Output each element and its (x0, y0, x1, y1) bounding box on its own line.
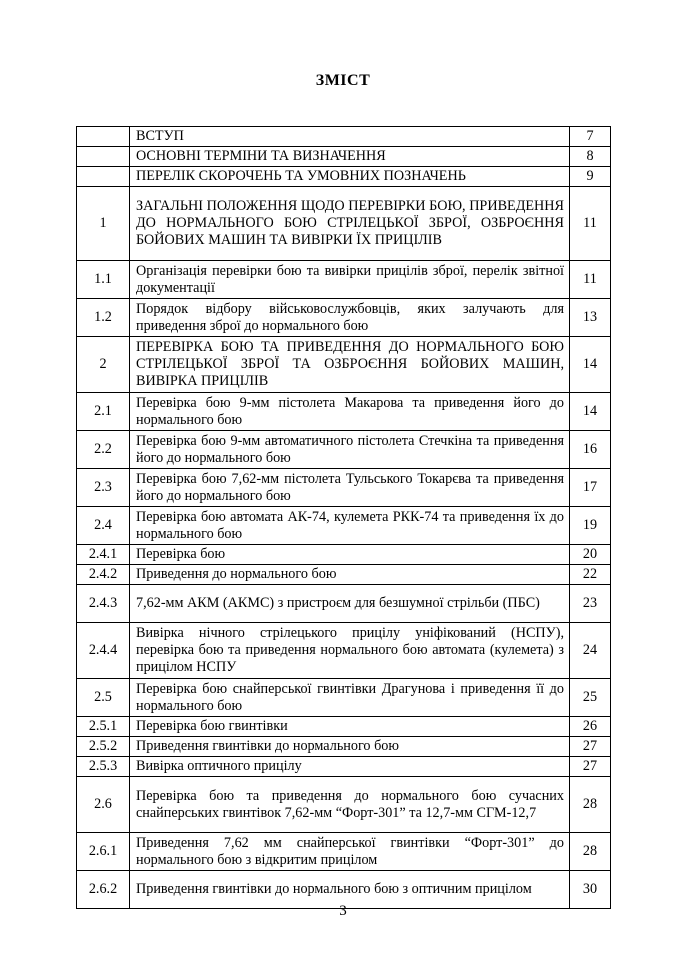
table-row (77, 261, 611, 299)
section-number: 2.4.2 (77, 565, 130, 585)
table-row (77, 737, 611, 757)
page-ref: 11 (570, 261, 611, 299)
section-number: 1.1 (77, 261, 130, 299)
table-row (77, 585, 611, 623)
table-row (77, 147, 611, 167)
section-title: Перевірка бою автомата АК-74, кулемета РКК-74 та приведення їх до нормального бою (130, 507, 570, 545)
page-ref: 11 (570, 187, 611, 261)
section-title: Приведення до нормального бою (130, 565, 570, 585)
section-number: 2.4.4 (77, 623, 130, 679)
page-ref: 14 (570, 337, 611, 393)
table-row (77, 565, 611, 585)
section-title: Перевірка бою 9-мм пістолета Макарова та приведення його до нормального бою (130, 393, 570, 431)
table-row (77, 679, 611, 717)
page-ref: 7 (570, 127, 611, 147)
page-ref: 28 (570, 777, 611, 833)
section-title: Порядок відбору військовослужбовців, яких залучають для приведення зброї до нормального бою (130, 299, 570, 337)
page-ref: 27 (570, 757, 611, 777)
section-number: 2.6 (77, 777, 130, 833)
page-ref: 14 (570, 393, 611, 431)
page-ref: 24 (570, 623, 611, 679)
section-title: ВСТУП (130, 127, 570, 147)
section-number (77, 167, 130, 187)
section-title: 7,62-мм АКМ (АКМС) з пристроєм для безшумної стрільби (ПБС) (130, 585, 570, 623)
page-ref: 20 (570, 545, 611, 565)
section-number (77, 127, 130, 147)
section-title: Приведення 7,62 мм снайперської гвинтівки “Форт-301” до нормального бою з відкритим прицілом (130, 833, 570, 871)
section-title: ПЕРЕВІРКА БОЮ ТА ПРИВЕДЕННЯ ДО НОРМАЛЬНОГО БОЮ СТРІЛЕЦЬКОЇ ЗБРОЇ ТА ОЗБРОЄННЯ БОЙОВИХ МАШИН, ВИВІРКА ПРИЦІЛІВ (130, 337, 570, 393)
table-row (77, 187, 611, 261)
section-title: Перевірка бою снайперської гвинтівки Драгунова і приведення її до нормального бою (130, 679, 570, 717)
table-row (77, 167, 611, 187)
section-number (77, 147, 130, 167)
section-number: 2.5.2 (77, 737, 130, 757)
section-title: Перевірка бою 7,62-мм пістолета Тульського Токарєва та приведення його до нормального бою (130, 469, 570, 507)
table-of-contents (76, 126, 611, 909)
page-ref: 27 (570, 737, 611, 757)
table-row (77, 507, 611, 545)
section-title: ЗАГАЛЬНІ ПОЛОЖЕННЯ ЩОДО ПЕРЕВІРКИ БОЮ, ПРИВЕДЕННЯ ДО НОРМАЛЬНОГО БОЮ СТРІЛЕЦЬКОЇ ЗБРОЇ, ОЗБРОЄННЯ БОЙОВИХ МАШИН ТА ВИВІРКИ ЇХ ПРИЦІЛІВ (130, 187, 570, 261)
section-title: Приведення гвинтівки до нормального бою (130, 737, 570, 757)
table-row (77, 623, 611, 679)
page-ref: 26 (570, 717, 611, 737)
section-number: 2.1 (77, 393, 130, 431)
table-row (77, 717, 611, 737)
section-title: Перевірка бою та приведення до нормального бою сучасних снайперських гвинтівок 7,62-мм “Форт-301” та 12,7-мм СГМ-12,7 (130, 777, 570, 833)
table-row (77, 545, 611, 565)
section-title: Перевірка бою гвинтівки (130, 717, 570, 737)
section-number: 2.4.1 (77, 545, 130, 565)
table-row (77, 757, 611, 777)
table-row (77, 337, 611, 393)
section-title: Організація перевірки бою та вивірки прицілів зброї, перелік звітної документації (130, 261, 570, 299)
table-row (77, 431, 611, 469)
page-ref: 30 (570, 871, 611, 909)
section-number: 2.5.1 (77, 717, 130, 737)
section-number: 2.3 (77, 469, 130, 507)
page-ref: 9 (570, 167, 611, 187)
section-number: 2.2 (77, 431, 130, 469)
table-row (77, 299, 611, 337)
table-row (77, 777, 611, 833)
page-ref: 28 (570, 833, 611, 871)
page-ref: 22 (570, 565, 611, 585)
section-number: 2.4 (77, 507, 130, 545)
page-number: 3 (339, 903, 347, 919)
page-ref: 16 (570, 431, 611, 469)
page-ref: 17 (570, 469, 611, 507)
section-title: Приведення гвинтівки до нормального бою з оптичним прицілом (130, 871, 570, 909)
section-number: 2 (77, 337, 130, 393)
section-title: Перевірка бою (130, 545, 570, 565)
page-ref: 13 (570, 299, 611, 337)
page-ref: 19 (570, 507, 611, 545)
section-number: 2.5 (77, 679, 130, 717)
section-number: 2.6.1 (77, 833, 130, 871)
section-number: 1 (77, 187, 130, 261)
section-title: ПЕРЕЛІК СКОРОЧЕНЬ ТА УМОВНИХ ПОЗНАЧЕНЬ (130, 167, 570, 187)
table-row (77, 469, 611, 507)
page-ref: 23 (570, 585, 611, 623)
page-ref: 8 (570, 147, 611, 167)
section-title: Вивірка оптичного прицілу (130, 757, 570, 777)
section-title: Вивірка нічного стрілецького прицілу уніфікований (НСПУ), перевірка бою та приведення нормального бою автомата (кулемета) з прицілом НСПУ (130, 623, 570, 679)
section-number: 2.6.2 (77, 871, 130, 909)
toc-title: ЗМІСТ (315, 72, 371, 89)
table-row (77, 127, 611, 147)
section-number: 1.2 (77, 299, 130, 337)
section-number: 2.4.3 (77, 585, 130, 623)
page-ref: 25 (570, 679, 611, 717)
section-title: Перевірка бою 9-мм автоматичного пістолета Стечкіна та приведення його до нормального бою (130, 431, 570, 469)
table-row (77, 833, 611, 871)
section-title: ОСНОВНІ ТЕРМІНИ ТА ВИЗНАЧЕННЯ (130, 147, 570, 167)
section-number: 2.5.3 (77, 757, 130, 777)
table-row (77, 393, 611, 431)
